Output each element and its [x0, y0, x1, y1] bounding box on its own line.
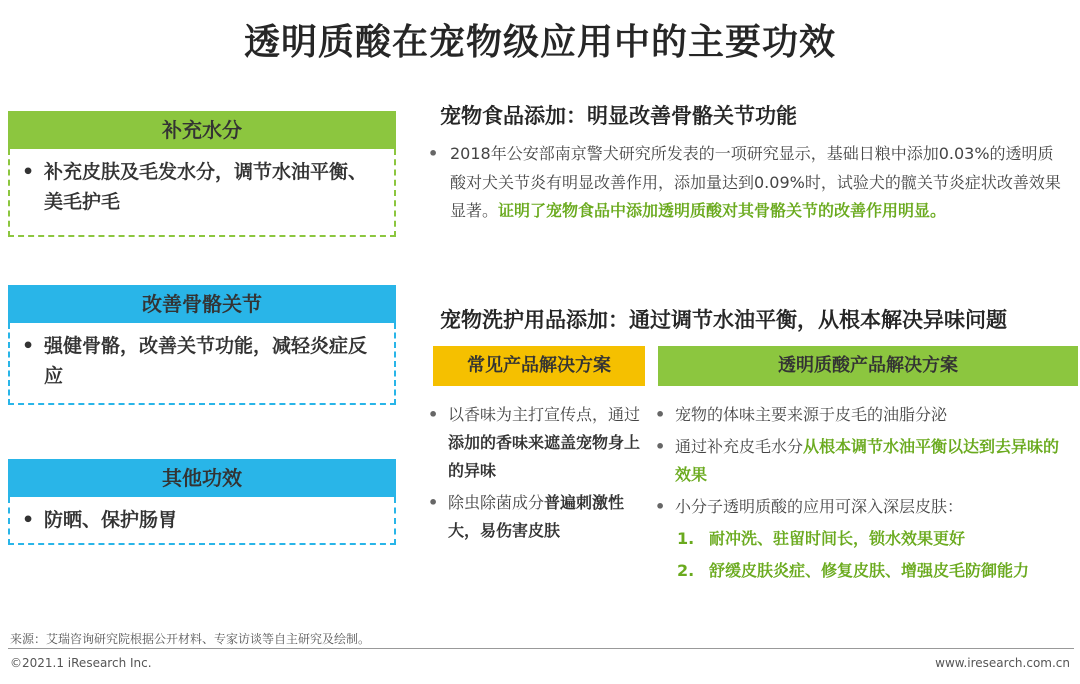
food-paragraph: [428, 140, 1068, 226]
bullet-icon: •: [22, 335, 35, 357]
item-highlight: 舒缓皮肤炎症、修复皮肤、增强皮毛防御能力: [709, 561, 1030, 580]
copyright: ©2021.1 iResearch Inc.: [10, 656, 152, 670]
page-title: 透明质酸在宠物级应用中的主要功效: [243, 22, 836, 63]
food-section-title: 宠物食品添加：明显改善骨骼关节功能: [440, 104, 797, 128]
food-text: [450, 140, 1068, 226]
item-number: 1.: [677, 529, 695, 548]
hya-solution-list: [655, 401, 1075, 589]
item-text: 通过补充皮毛水分: [675, 437, 804, 456]
benefit-text: 强健骨骼，改善关节功能，减轻炎症反应: [44, 335, 368, 387]
care-section-title: 宠物洗护用品添加：通过调节水油平衡，从根本解决异味问题: [440, 308, 1007, 332]
benefit-body: [8, 497, 396, 545]
bullet-icon: •: [655, 405, 666, 424]
food-body: 2018年公安部南京警犬研究所发表的一项研究显示，基础日粮中添加0.03%的透明质酸对犬关节炎有明显改善作用，添加量达到0.09%时，试验犬的髋关节炎症状改善效果显著。: [450, 144, 1061, 220]
item-text: 以香味为主打宣传点，通过: [448, 405, 641, 424]
benefit-body: [8, 323, 396, 405]
item-emphasis: 普遍刺激性大，易伤害皮肤: [448, 493, 625, 540]
bullet-icon: •: [22, 509, 35, 531]
bullet-icon: •: [428, 405, 439, 424]
item-highlight: 耐冲洗、驻留时间长，锁水效果更好: [709, 529, 966, 548]
list-item: [655, 493, 1075, 521]
benefit-heading: 改善骨骼关节: [8, 285, 396, 323]
benefit-text: 补充皮肤及毛发水分，调节水油平衡、美毛护毛: [44, 161, 368, 213]
item-emphasis: 添加的香味来遮盖宠物身上的异味: [448, 433, 641, 480]
list-item: [428, 489, 648, 545]
bullet-icon: •: [22, 161, 35, 183]
hya-solution-heading: 透明质酸产品解决方案: [658, 346, 1078, 386]
footer-divider: [8, 648, 1074, 649]
numbered-item: [677, 525, 1075, 553]
benefit-heading: 其他功效: [8, 459, 396, 497]
common-solution-list: [428, 401, 648, 549]
numbered-item: [677, 557, 1075, 585]
benefit-heading: 补充水分: [8, 111, 396, 149]
benefit-text: 防晒、保护肠胃: [44, 509, 178, 531]
source-note: 来源：艾瑞咨询研究院根据公开材料、专家访谈等自主研究及绘制。: [10, 632, 371, 646]
common-solution-heading: 常见产品解决方案: [433, 346, 645, 386]
benefit-body: [8, 149, 396, 237]
list-item: [428, 401, 648, 485]
food-highlight: 证明了宠物食品中添加透明质酸对其骨骼关节的改善作用明显。: [498, 201, 947, 220]
benefit-card-other: [8, 459, 396, 545]
benefit-card-moisture: [8, 111, 396, 237]
item-text: 小分子透明质酸的应用可深入深层皮肤：: [675, 497, 964, 516]
bullet-icon: •: [428, 493, 439, 512]
item-text: 除虫除菌成分: [448, 493, 545, 512]
item-text: 宠物的体味主要来源于皮毛的油脂分泌: [675, 405, 948, 424]
website-url: www.iresearch.com.cn: [935, 656, 1070, 670]
bullet-icon: •: [428, 144, 439, 163]
bullet-icon: •: [655, 497, 666, 516]
item-highlight: 从根本调节水油平衡以达到去异味的效果: [675, 437, 1060, 484]
benefit-card-joints: [8, 285, 396, 405]
list-item: [655, 401, 1075, 429]
item-number: 2.: [677, 561, 695, 580]
bullet-icon: •: [655, 437, 666, 456]
list-item: [655, 433, 1075, 489]
